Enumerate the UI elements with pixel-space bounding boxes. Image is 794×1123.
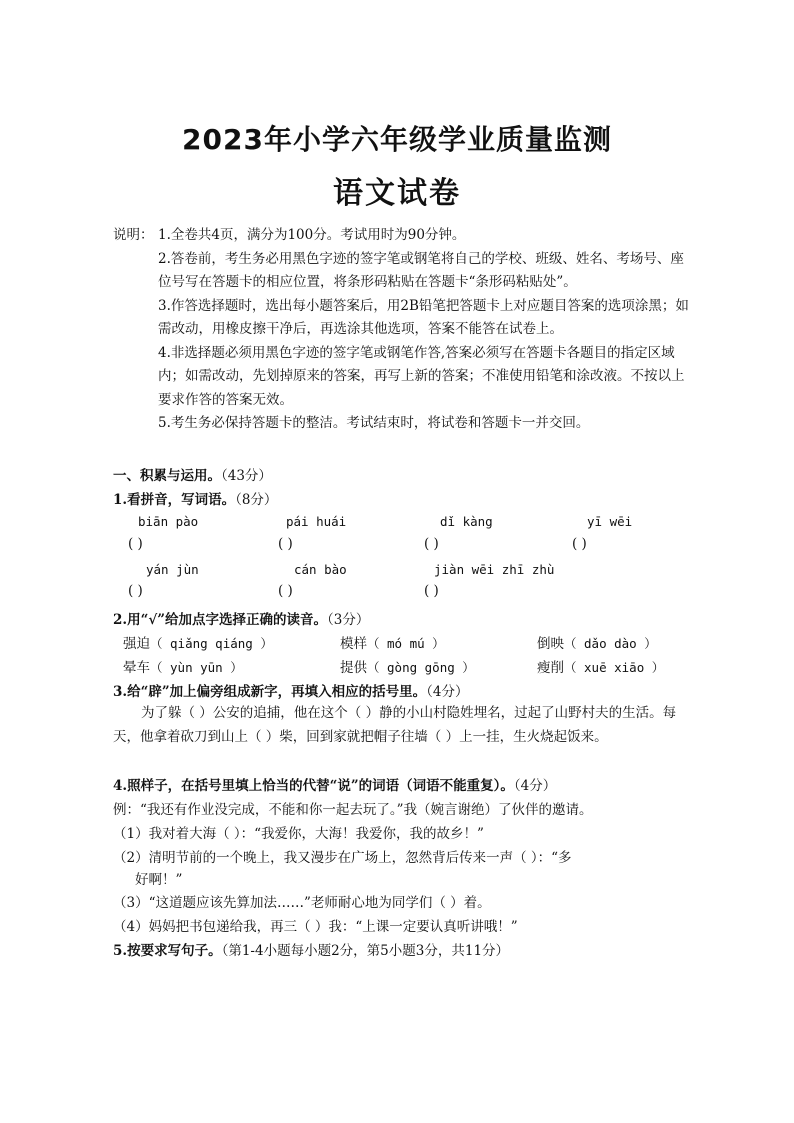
instructions-label: 说明：: [113, 227, 154, 243]
pinyin: biān pào: [138, 514, 199, 529]
answer-blank[interactable]: ( ): [424, 583, 439, 599]
question-3-heading: [113, 680, 468, 700]
pinyin: dǐ kàng: [440, 514, 493, 529]
question-4-item: （4）妈妈把书包递给我，再三（ ）我：“上课一定要认真听讲哦！”: [113, 919, 518, 935]
reading-choice[interactable]: 强迫（ qiǎng qiáng ）: [123, 636, 273, 652]
reading-choice[interactable]: 瘦削（ xuē xiāo ）: [537, 660, 665, 676]
question-title: 2.用“√”给加点字选择正确的读音。: [113, 612, 327, 628]
instructions: [113, 224, 693, 436]
answer-blank[interactable]: ( ): [424, 536, 439, 552]
question-points: （4分）: [513, 778, 557, 794]
question-1-heading: [113, 488, 277, 508]
section-title: 一、积累与运用。: [113, 468, 221, 484]
answer-blank[interactable]: ( ): [128, 536, 143, 552]
exam-title: 2023年小学六年级学业质量监测: [182, 123, 612, 156]
instruction-item: 5.考生务必保持答题卡的整洁。考试结束时，将试卷和答题卡一并交回。: [158, 415, 590, 431]
question-points: （8分）: [235, 492, 278, 508]
question-4-item-cont: 好啊！”: [135, 872, 183, 888]
question-title: 4.照样子，在括号里填上恰当的代替“说”的词语（词语不能重复）。: [113, 778, 514, 794]
answer-blank[interactable]: ( ): [572, 536, 587, 552]
answer-blank[interactable]: ( ): [128, 583, 143, 599]
instruction-item: 4.非选择题必须用黑色字迹的签字笔或钢笔作答,答案必须写在答题卡各题目的指定区域内；如需改动，先划掉原来的答案，再写上新的答案；不准使用铅笔和涂改液。不按以上要求作答的答案无效。: [158, 344, 685, 408]
answer-blank[interactable]: ( ): [278, 583, 293, 599]
question-title: 3.给“辟”加上偏旁组成新字，再填入相应的括号里。: [113, 684, 427, 700]
section-heading: [113, 464, 272, 484]
question-5-heading: [113, 939, 509, 959]
instruction-item: 3.作答选择题时，选出每小题答案后，用2B铅笔把答题卡上对应题目答案的选项涂黑；如需改动，用橡皮擦干净后，再选涂其他选项，答案不能答在试卷上。: [158, 297, 689, 337]
pinyin: jiàn wēi zhī zhù: [434, 562, 555, 577]
question-4-item: （2）清明节前的一个晚上，我又漫步在广场上，忽然背后传来一声（ ）：“多: [113, 850, 572, 866]
pinyin: yán jùn: [146, 562, 199, 577]
question-points: （3分）: [327, 612, 370, 628]
exam-subtitle: 语文试卷: [333, 176, 461, 211]
reading-choice[interactable]: 倒映（ dǎo dào ）: [537, 636, 657, 652]
reading-choice[interactable]: 模样（ mó mú ）: [340, 636, 445, 652]
question-2-heading: [113, 608, 369, 628]
section-points: （43分）: [221, 468, 272, 484]
pinyin: cán bào: [294, 562, 347, 577]
question-4-heading: [113, 774, 556, 794]
question-4-item: （1）我对着大海（ ）：“我爱你，大海！我爱你，我的故乡！”: [113, 826, 484, 842]
reading-choice[interactable]: 提供（ gòng gōng ）: [340, 660, 475, 676]
question-4-item: （3）“这道题应该先算加法……”老师耐心地为同学们（ ）着。: [113, 895, 491, 911]
pinyin: yī wēi: [587, 514, 633, 529]
pinyin: pái huái: [286, 514, 347, 529]
question-points: （第1-4小题每小题2分，第5小题3分，共11分）: [221, 943, 510, 959]
instruction-item: 2.答卷前，考生务必用黑色字迹的签字笔或钢笔将自己的学校、班级、姓名、考场号、座位号写在答题卡的相应位置，将条形码粘贴在答题卡“条形码粘贴处”。: [158, 250, 684, 290]
question-4-example: 例：“我还有作业没完成，不能和你一起去玩了。”我（婉言谢绝）了伙伴的邀请。: [113, 802, 593, 818]
instruction-item: 1.全卷共4页，满分为100分。考试用时为90分钟。: [158, 227, 466, 243]
question-title: 5.按要求写句子。: [113, 943, 222, 959]
answer-blank[interactable]: ( ): [278, 536, 293, 552]
question-title: 1.看拼音，写词语。: [113, 492, 236, 508]
question-3-passage: 为了躲（ ）公安的追捕，他在这个（ ）静的小山村隐姓埋名，过起了山野村夫的生活。每天，他拿着砍刀到山上（ ）柴，回到家就把帽子往墙（ ）上一挂，生火烧起饭来。: [113, 705, 677, 745]
reading-choice[interactable]: 晕车（ yùn yūn ）: [123, 660, 243, 676]
question-points: （4分）: [426, 684, 469, 700]
